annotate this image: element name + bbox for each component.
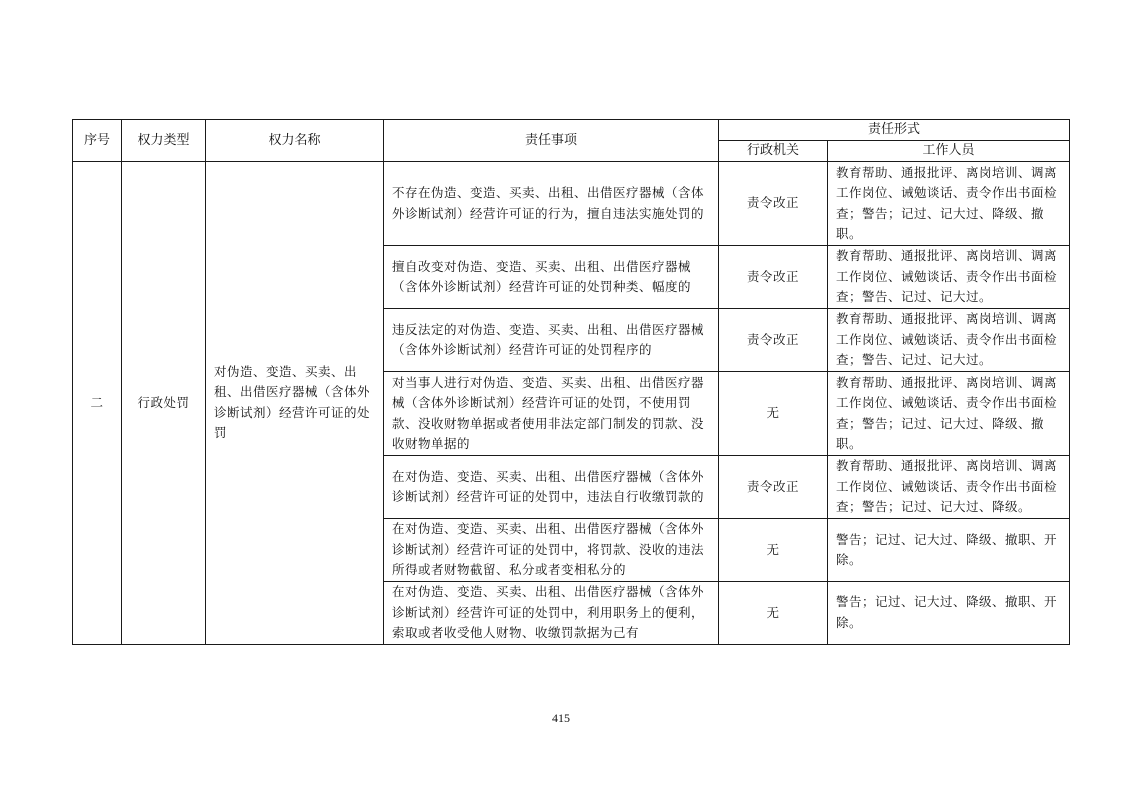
cell-staff: 教育帮助、通报批评、离岗培训、调离工作岗位、诫勉谈话、责令作出书面检查；警告、记过、记大过。 [828, 309, 1070, 372]
cell-admin-organ: 责令改正 [719, 246, 828, 309]
page-number: 415 [552, 711, 570, 725]
cell-admin-organ: 责令改正 [719, 162, 828, 246]
header-staff: 工作人员 [828, 141, 1070, 162]
cell-responsibility-item: 在对伪造、变造、买卖、出租、出借医疗器械（含体外诊断试剂）经营许可证的处罚中，利用职务上的便利，索取或者收受他人财物、收缴罚款据为己有 [384, 582, 719, 645]
header-admin-organ: 行政机关 [719, 141, 828, 162]
header-responsibility-form: 责任形式 [719, 120, 1070, 141]
cell-responsibility-item: 在对伪造、变造、买卖、出租、出借医疗器械（含体外诊断试剂）经营许可证的处罚中，违法自行收缴罚款的 [384, 456, 719, 519]
cell-responsibility-item: 在对伪造、变造、买卖、出租、出借医疗器械（含体外诊断试剂）经营许可证的处罚中，将罚款、没收的违法所得或者财物截留、私分或者变相私分的 [384, 519, 719, 582]
cell-staff: 教育帮助、通报批评、离岗培训、调离工作岗位、诫勉谈话、责令作出书面检查；警告；记过、记大过、降级。 [828, 456, 1070, 519]
cell-admin-organ: 责令改正 [719, 456, 828, 519]
cell-staff: 教育帮助、通报批评、离岗培训、调离工作岗位、诫勉谈话、责令作出书面检查；警告；记过、记大过、降级、撤职。 [828, 162, 1070, 246]
cell-staff: 警告；记过、记大过、降级、撤职、开除。 [828, 582, 1070, 645]
cell-admin-organ: 无 [719, 582, 828, 645]
cell-admin-organ: 无 [719, 372, 828, 456]
cell-responsibility-item: 违反法定的对伪造、变造、买卖、出租、出借医疗器械（含体外诊断试剂）经营许可证的处罚程序的 [384, 309, 719, 372]
header-seq: 序号 [73, 120, 122, 162]
cell-admin-organ: 责令改正 [719, 309, 828, 372]
cell-staff: 教育帮助、通报批评、离岗培训、调离工作岗位、诫勉谈话、责令作出书面检查；警告；记过、记大过、降级、撤职。 [828, 372, 1070, 456]
table-row [73, 162, 1070, 246]
header-power-type: 权力类型 [122, 120, 206, 162]
cell-responsibility-item: 擅自改变对伪造、变造、买卖、出租、出借医疗器械（含体外诊断试剂）经营许可证的处罚种类、幅度的 [384, 246, 719, 309]
cell-staff: 警告；记过、记大过、降级、撤职、开除。 [828, 519, 1070, 582]
cell-admin-organ: 无 [719, 519, 828, 582]
cell-seq: 二 [73, 162, 122, 645]
cell-power-name: 对伪造、变造、买卖、出租、出借医疗器械（含体外诊断试剂）经营许可证的处罚 [206, 162, 384, 645]
header-responsibility-item: 责任事项 [384, 120, 719, 162]
responsibility-table [72, 119, 1070, 645]
cell-staff: 教育帮助、通报批评、离岗培训、调离工作岗位、诫勉谈话、责令作出书面检查；警告、记过、记大过。 [828, 246, 1070, 309]
header-power-name: 权力名称 [206, 120, 384, 162]
cell-power-type: 行政处罚 [122, 162, 206, 645]
cell-responsibility-item: 对当事人进行对伪造、变造、买卖、出租、出借医疗器械（含体外诊断试剂）经营许可证的处罚，不使用罚款、没收财物单据或者使用非法定部门制发的罚款、没收财物单据的 [384, 372, 719, 456]
cell-responsibility-item: 不存在伪造、变造、买卖、出租、出借医疗器械（含体外诊断试剂）经营许可证的行为，擅自违法实施处罚的 [384, 162, 719, 246]
